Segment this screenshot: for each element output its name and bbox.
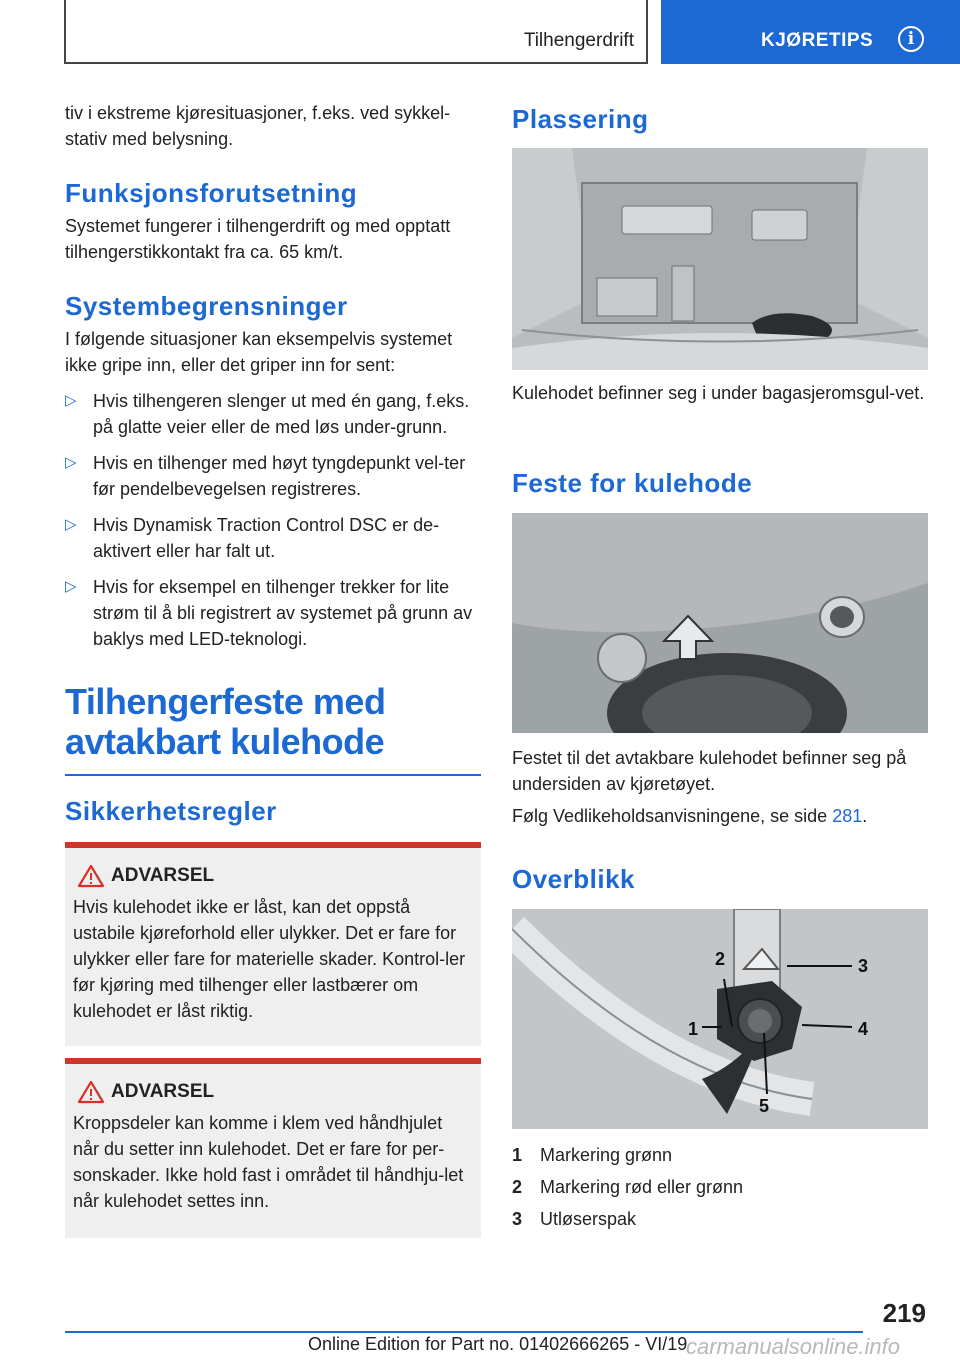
warning-triangle-icon <box>77 1080 105 1104</box>
heading-attachment: Feste for kulehode <box>512 468 753 498</box>
info-icon: i <box>898 26 924 52</box>
vehicle-underside-photo <box>512 513 928 733</box>
page-number: 219 <box>882 1298 926 1328</box>
heading-function: Funksjonsforutsetning <box>65 178 358 208</box>
warning-text: Kroppsdeler kan komme i klem ved håndhjulet når du setter inn kulehodet. Det er fare for per-sonskader. Ikke hold fast i området til håndhju-let når kulehodet settes inn. <box>73 1113 464 1211</box>
list-item: ▷ Hvis for eksempel en tilhenger trekker for lite strøm til å bli registrert av systemet på grunn av baklys med LED-teknologi. <box>65 574 481 652</box>
maintenance-reference: Følg Vedlikeholdsanvisningene, se side 281. <box>512 806 868 826</box>
warning-box <box>65 1058 481 1238</box>
left-column <box>65 100 481 827</box>
edition-text: Online Edition for Part no. 01402666265 - VI/19 <box>308 1334 688 1354</box>
header-chapter-tab[interactable] <box>661 0 960 64</box>
bullet-triangle-icon: ▷ <box>65 578 77 595</box>
callout-4: 4 <box>858 1019 869 1039</box>
header-section-title: Tilhengerdrift <box>523 30 634 51</box>
header-chapter-label: KJØRETIPS <box>761 30 874 51</box>
limits-text: I følgende situasjoner kan eksempelvis systemet ikke gripe inn, eller det griper inn for sent: <box>65 329 453 375</box>
trunk-floor-photo <box>512 148 928 370</box>
list-item: ▷ Hvis Dynamisk Traction Control DSC er de-aktivert eller har falt ut. <box>65 512 481 564</box>
callout-5: 5 <box>759 1096 770 1116</box>
ball-head-diagram <box>512 909 928 1129</box>
intro-text: tiv i ekstreme kjøresituasjoner, f.eks. ved sykkel-stativ med belysning. <box>65 103 451 149</box>
bullet-list <box>65 388 481 652</box>
footer-rule <box>65 1331 863 1333</box>
chapter-heading: Tilhengerfeste med avtakbart kulehode <box>65 681 386 762</box>
bullet-triangle-icon: ▷ <box>65 454 77 471</box>
list-item: ▷ Hvis en tilhenger med høyt tyngdepunkt vel-ter før pendelbevegelsen registreres. <box>65 450 481 502</box>
list-item: ▷ Hvis tilhengeren slenger ut med én gang, f.eks. på glatte veier eller de med løs under-grunn. <box>65 388 481 440</box>
watermark: carmanualsonline.info <box>686 1334 901 1359</box>
callout-2: 2 <box>715 949 726 969</box>
warning-triangle-icon <box>77 864 105 888</box>
heading-limits: Systembegrensninger <box>65 291 348 321</box>
bullet-triangle-icon: ▷ <box>65 516 77 533</box>
heading-rule <box>65 774 481 776</box>
callout-1: 1 <box>688 1019 699 1039</box>
legend-list <box>512 1142 928 1232</box>
legend-item: 1 Markering grønn <box>512 1145 673 1165</box>
warning-title: ADVARSEL <box>111 1081 215 1102</box>
bullet-triangle-icon: ▷ <box>65 392 77 409</box>
attachment-caption: Festet til det avtakbare kulehodet befinner seg på undersiden av kjøretøyet. <box>512 748 907 794</box>
legend-item: 2 Markering rød eller grønn <box>512 1177 744 1197</box>
page-link[interactable]: 281 <box>832 806 863 826</box>
legend-item: 3 Utløserspak <box>512 1209 637 1229</box>
function-text: Systemet fungerer i tilhengerdrift og med opptatt tilhengerstikkontakt fra ca. 65 km/t. <box>65 216 451 262</box>
heading-overview: Overblikk <box>512 864 636 894</box>
warning-text: Hvis kulehodet ikke er låst, kan det oppstå ustabile kjøreforhold eller ulykker. Det er fare for ulykker eller fare for materielle skader. Kontrol-ler før kjøring med tilhenger eller lastbærer om kulehodet er låst riktig. <box>73 897 466 1021</box>
warning-title: ADVARSEL <box>111 865 215 886</box>
callout-3: 3 <box>858 956 869 976</box>
placement-caption: Kulehodet befinner seg i under bagasjeromsgul-vet. <box>512 383 925 403</box>
heading-placement: Plassering <box>512 104 649 134</box>
warning-box <box>65 842 481 1046</box>
heading-safety: Sikkerhetsregler <box>65 796 277 826</box>
